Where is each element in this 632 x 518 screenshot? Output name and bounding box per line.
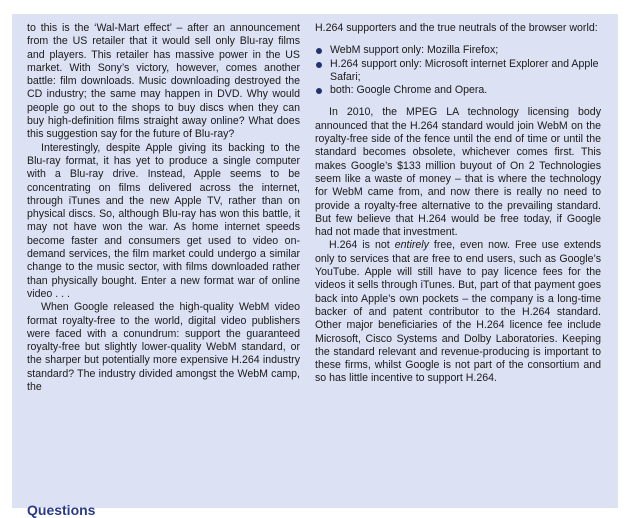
right-column <box>315 22 601 386</box>
bullet-icon <box>316 62 322 68</box>
left-paragraph-2: Interestingly, despite Apple giving its backing to the Blu-ray format, it has yet to produce a single computer with a Blu-ray drive. Instead, Apple seems to be concentrating on films delivered across the internet, through iTunes and the new Apple TV, rather than on physical discs. So, although Blu-ray has won this battle, it may not have won the war. As home internet speeds become faster and consumers get used to video on-demand services, the film market could undergo a similar change to the music sector, with films downloaded rather than physically bought. Enter a new format war of online video . . . <box>27 141 300 300</box>
section-heading: Questions <box>27 502 96 518</box>
list-item: both: Google Chrome and Opera. <box>315 84 601 97</box>
browser-support-list <box>315 44 601 97</box>
right-intro: H.264 supporters and the true neutrals of the browser world: <box>315 22 598 34</box>
list-item: WebM support only: Mozilla Firefox; <box>315 44 601 57</box>
right-paragraph-2: H.264 is not entirely free, even now. Free use extends only to services that are free to end users, such as Google’s YouTube. Apple will still have to pay licence fees for the videos it sells through iTunes. But, part of that payment goes back into Apple’s own pockets – the company is a long-time backer of and patent contributor to the H.264 standard. Other major beneficiaries of the H.264 licence fee include Microsoft, Cisco Systems and Dolby Laboratories. Keeping the standard relevant and revenue-producing is important to these firms, whilst Google is not part of the consortium and so has little incentive to support H.264. <box>315 239 601 385</box>
article-panel <box>12 14 618 518</box>
bullet-icon <box>316 88 322 94</box>
left-paragraph-3: When Google released the high-quality WebM video format royalty-free to the world, digital video publishers were faced with a conundrum: support the guaranteed royalty-free but slightly lower-quality WebM standard, or the sharper but potentially more expensive H.264 industry standard? The industry divided amongst the WebM camp, the <box>27 301 300 394</box>
left-column <box>27 22 300 394</box>
left-paragraph-1: to this is the ‘Wal-Mart effect’ – after an announcement from the US retailer that it would sell only Blu-ray films and players. This retailer has massive power in the US market. With Sony’s victory, however, comes another battle: film downloads. Music downloading destroyed the CD industry; the same may happen in DVD. Why would people go out to the shops to buy discs when they can buy high-definition films straight away online? What does this suggestion say for the future of Blu-ray? <box>27 22 300 141</box>
list-item: H.264 support only: Microsoft internet Explorer and Apple Safari; <box>315 58 601 85</box>
right-paragraph-1: In 2010, the MPEG LA technology licensing body announced that the H.264 standard would join WebM on the royalty-free side of the fence until the end of time or until the standard becomes obsolete, whichever comes first. This makes Google’s $133 million buyout of On 2 Technologies seem like a waste of money – that is where the technology for WebM came from, and now there is really no need to provide a royalty-free alternative to the prevailing standard. But few believe that H.264 would be free today, if Google had not made that investment. <box>315 106 601 239</box>
bullet-icon <box>316 48 322 54</box>
